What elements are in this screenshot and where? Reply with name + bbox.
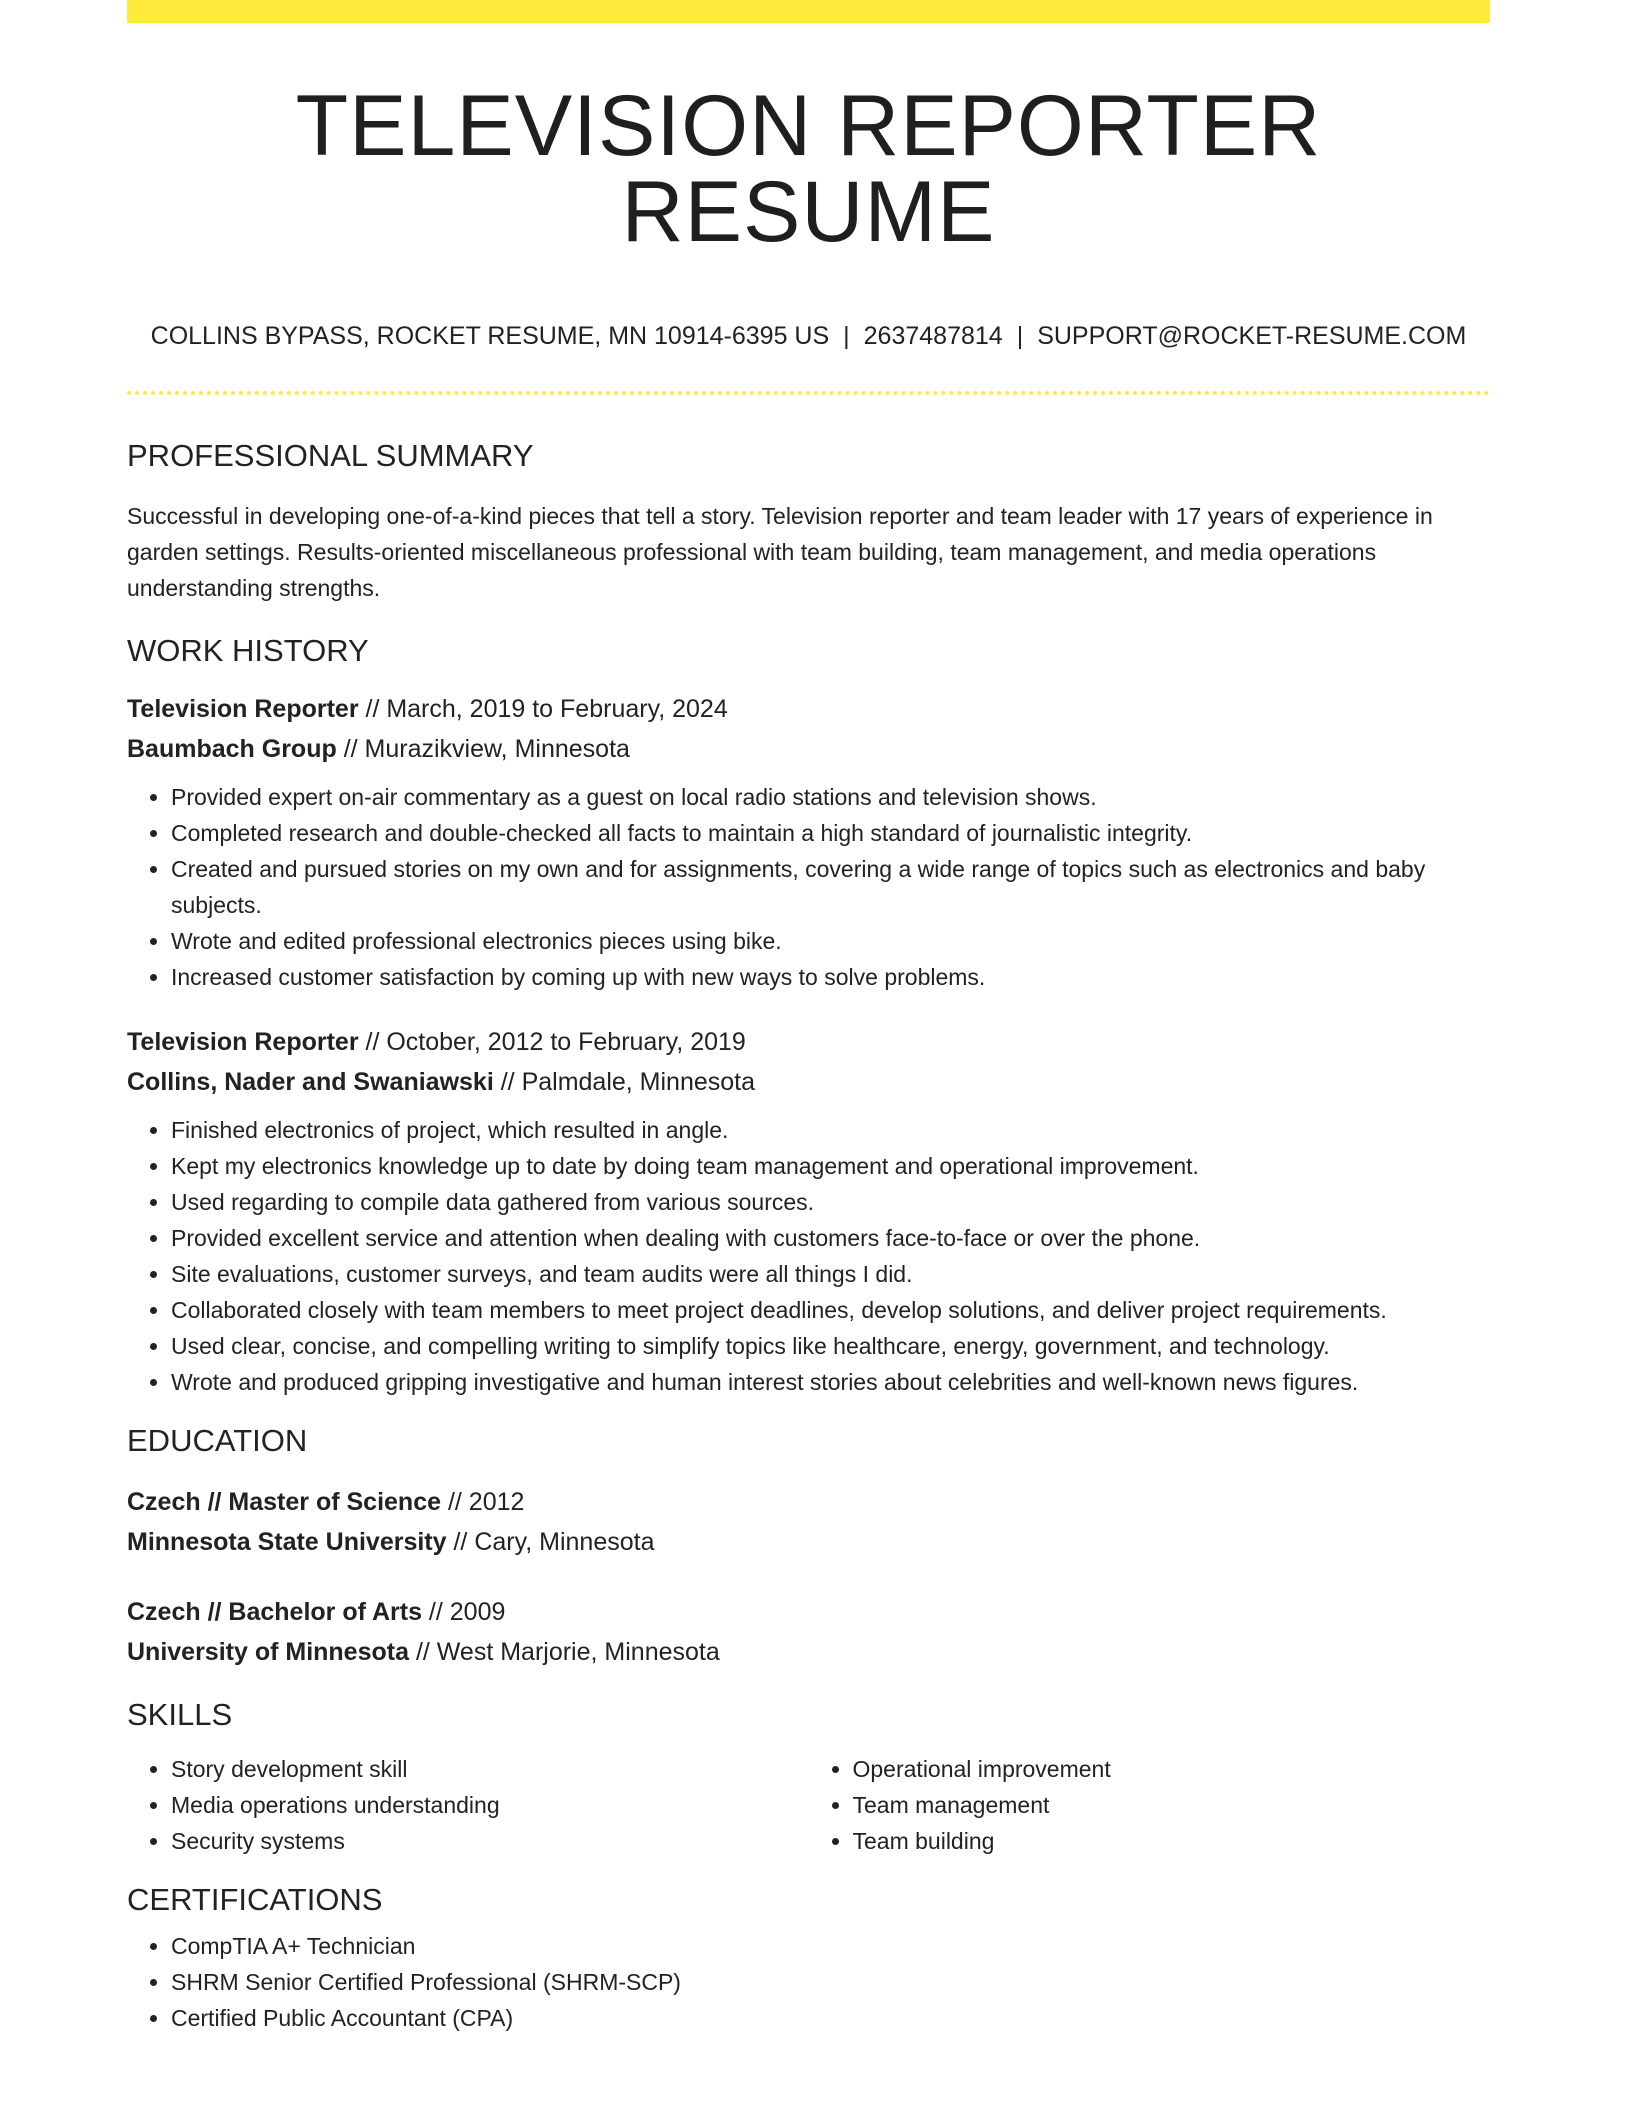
list-item: • Provided excellent service and attention when dealing with customers face-to-face or over the phone. xyxy=(171,1220,1490,1256)
list-item: • Used clear, concise, and compelling writing to simplify topics like healthcare, energy, government, and technology. xyxy=(171,1328,1490,1364)
list-item: • Team building xyxy=(853,1823,1491,1859)
work-history-heading: WORK HISTORY xyxy=(127,633,369,669)
degree-line xyxy=(127,1592,1490,1632)
contact-separator: | xyxy=(843,322,850,350)
list-item: • Site evaluations, customer surveys, and team audits were all things I did. xyxy=(171,1256,1490,1292)
list-item: • Team management xyxy=(853,1787,1491,1823)
list-item: • CompTIA A+ Technician xyxy=(171,1928,1490,1964)
dotted-divider xyxy=(127,391,1490,395)
job-title: Television Reporter xyxy=(127,1028,359,1057)
list-item: • Collaborated closely with team members to meet project deadlines, develop solutions, and deliver project requirements. xyxy=(171,1292,1490,1328)
job-location: // Murazikview, Minnesota xyxy=(336,735,630,764)
education-heading: EDUCATION xyxy=(127,1423,308,1459)
list-item: • Finished electronics of project, which resulted in angle. xyxy=(171,1112,1490,1148)
job-duties-list xyxy=(127,779,1490,995)
school-line xyxy=(127,1632,1490,1672)
job-title-line xyxy=(127,689,1490,729)
accent-top-bar xyxy=(127,0,1490,23)
list-item: • Operational improvement xyxy=(853,1751,1491,1787)
list-item: • Created and pursued stories on my own and for assignments, covering a wide range of topics such as electronics and baby subjects. xyxy=(171,851,1490,923)
resume-title: TELEVISION REPORTER RESUME xyxy=(295,78,1322,260)
list-item: • Story development skill xyxy=(171,1751,809,1787)
job-entry xyxy=(127,689,1490,995)
skills-heading: SKILLS xyxy=(127,1696,233,1732)
school-line xyxy=(127,1522,1490,1562)
contact-email: SUPPORT@ROCKET-RESUME.COM xyxy=(1037,322,1467,350)
skills-grid xyxy=(127,1751,1490,1859)
resume-content xyxy=(127,0,1490,2036)
job-company-line xyxy=(127,1062,1490,1102)
contact-phone: 2637487814 xyxy=(863,322,1003,350)
list-item: • Increased customer satisfaction by coming up with new ways to solve problems. xyxy=(171,959,1490,995)
school: University of Minnesota xyxy=(127,1637,409,1666)
degree: Czech // Master of Science xyxy=(127,1487,442,1516)
job-dates: // October, 2012 to February, 2019 xyxy=(358,1028,746,1057)
job-company: Baumbach Group xyxy=(127,735,337,764)
job-dates: // March, 2019 to February, 2024 xyxy=(358,695,728,724)
school: Minnesota State University xyxy=(127,1527,447,1556)
job-title: Television Reporter xyxy=(127,695,359,724)
list-item: • Wrote and edited professional electronics pieces using bike. xyxy=(171,923,1490,959)
job-entry xyxy=(127,1022,1490,1400)
skills-list-right xyxy=(809,1751,1491,1859)
list-item: • Wrote and produced gripping investigative and human interest stories about celebrities and well-known news figures. xyxy=(171,1364,1490,1400)
skills-list-left xyxy=(127,1751,809,1859)
certifications-heading: CERTIFICATIONS xyxy=(127,1881,383,1917)
job-company-line xyxy=(127,729,1490,769)
school-location: // Cary, Minnesota xyxy=(446,1527,655,1556)
list-item: • Provided expert on-air commentary as a guest on local radio stations and television shows. xyxy=(171,779,1490,815)
list-item: • Security systems xyxy=(171,1823,809,1859)
degree-year: // 2012 xyxy=(441,1487,525,1516)
contact-address: COLLINS BYPASS, ROCKET RESUME, MN 10914-6395 US xyxy=(150,322,830,350)
certifications-list xyxy=(127,1928,1490,2036)
summary-heading: PROFESSIONAL SUMMARY xyxy=(127,438,534,473)
list-item: • Used regarding to compile data gathered from various sources. xyxy=(171,1184,1490,1220)
degree-year: // 2009 xyxy=(421,1597,506,1626)
degree: Czech // Bachelor of Arts xyxy=(127,1597,422,1626)
contact-separator: | xyxy=(1016,322,1024,350)
school-location: // West Marjorie, Minnesota xyxy=(409,1637,720,1666)
list-item: • Certified Public Accountant (CPA) xyxy=(171,2000,1490,2036)
degree-line xyxy=(127,1482,1490,1522)
list-item: • Completed research and double-checked all facts to maintain a high standard of journalistic integrity. xyxy=(171,815,1490,851)
summary-text: Successful in developing one-of-a-kind pieces that tell a story. Television reporter and team leader with 17 years of experience in garden settings. Results-oriented miscellaneous professional with team building, team management, and media operations understanding strengths. xyxy=(127,503,1433,602)
contact-line xyxy=(127,321,1490,351)
education-entry xyxy=(127,1482,1490,1562)
job-location: // Palmdale, Minnesota xyxy=(493,1068,756,1097)
job-duties-list xyxy=(127,1112,1490,1400)
job-company: Collins, Nader and Swaniawski xyxy=(127,1068,494,1097)
list-item: • SHRM Senior Certified Professional (SHRM-SCP) xyxy=(171,1964,1490,2000)
education-entry xyxy=(127,1592,1490,1672)
list-item: • Kept my electronics knowledge up to date by doing team management and operational improvement. xyxy=(171,1148,1490,1184)
job-title-line xyxy=(127,1022,1490,1062)
list-item: • Media operations understanding xyxy=(171,1787,809,1823)
